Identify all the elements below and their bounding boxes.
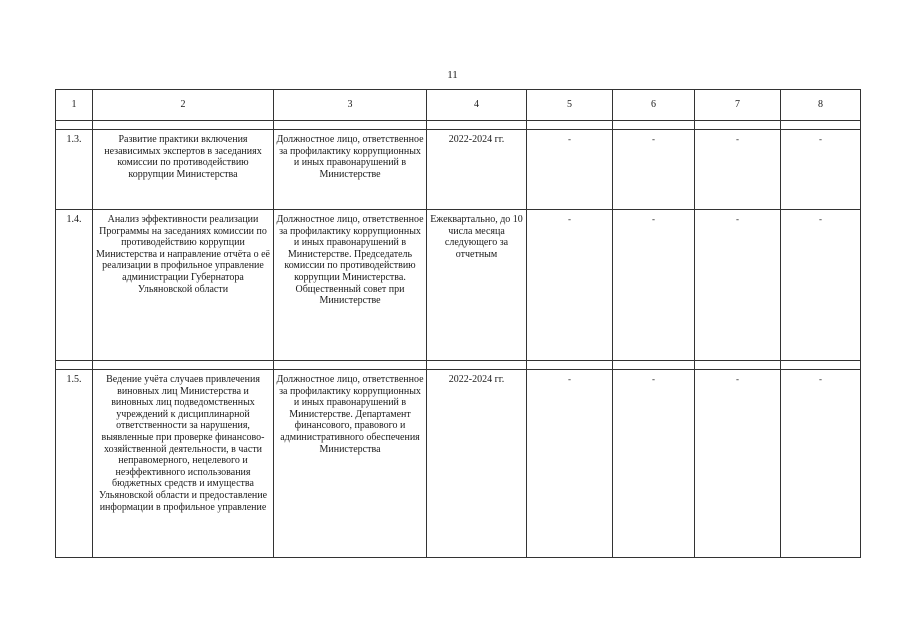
header-row: [56, 90, 861, 121]
item-col7: -: [695, 210, 781, 361]
item-responsible: Должностное лицо, ответственное за профилактику коррупционных и иных правонарушений в Министерстве. Департамент финансового, правового и административного обеспечения Министерства: [274, 370, 427, 558]
item-col5: -: [527, 210, 613, 361]
column-header: 2: [93, 90, 274, 121]
item-number: 1.5.: [56, 370, 93, 558]
column-header: 1: [56, 90, 93, 121]
item-col5: -: [527, 130, 613, 210]
item-number: 1.3.: [56, 130, 93, 210]
item-col8: -: [781, 130, 861, 210]
table-spacer: [56, 361, 861, 370]
column-header: 5: [527, 90, 613, 121]
column-header: 6: [613, 90, 695, 121]
program-table: [55, 89, 861, 558]
item-col7: -: [695, 370, 781, 558]
item-col7: -: [695, 130, 781, 210]
item-col5: -: [527, 370, 613, 558]
item-col6: -: [613, 130, 695, 210]
item-description: Анализ эффективности реализации Программы на заседаниях комиссии по противодействию коррупции Министерства и направление отчёта о её реализации в профильное управление администрации Губернатора Ульяновской области: [93, 210, 274, 361]
item-col6: -: [613, 210, 695, 361]
table-row: [56, 130, 861, 210]
item-col6: -: [613, 370, 695, 558]
item-col8: -: [781, 370, 861, 558]
table-row: [56, 370, 861, 558]
item-responsible: Должностное лицо, ответственное за профилактику коррупционных и иных правонарушений в Министерстве: [274, 130, 427, 210]
table-row: [56, 210, 861, 361]
item-number: 1.4.: [56, 210, 93, 361]
item-col8: -: [781, 210, 861, 361]
item-term: 2022-2024 гг.: [427, 370, 527, 558]
column-header: 7: [695, 90, 781, 121]
page-number: 11: [447, 69, 458, 81]
item-term: 2022-2024 гг.: [427, 130, 527, 210]
item-responsible: Должностное лицо, ответственное за профилактику коррупционных и иных правонарушений в Министерстве. Председатель комиссии по противодействию коррупции Министерства. Общественный совет при Министерстве: [274, 210, 427, 361]
column-header: 3: [274, 90, 427, 121]
item-description: Развитие практики включения независимых экспертов в заседаниях комиссии по противодействию коррупции Министерства: [93, 130, 274, 210]
item-description: Ведение учёта случаев привлечения виновных лиц Министерства и виновных лиц подведомственных учреждений к дисциплинарной ответственности за нарушения, выявленные при проверке финансово-хозяйственной деятельности, в части неправомерного, нецелевого и неэффективного использования бюджетных средств и имущества Ульяновской области и предоставление информации в профильное управление: [93, 370, 274, 558]
table-spacer: [56, 121, 861, 130]
column-header: 4: [427, 90, 527, 121]
item-term: Ежеквартально, до 10 числа месяца следующего за отчетным: [427, 210, 527, 361]
column-header: 8: [781, 90, 861, 121]
